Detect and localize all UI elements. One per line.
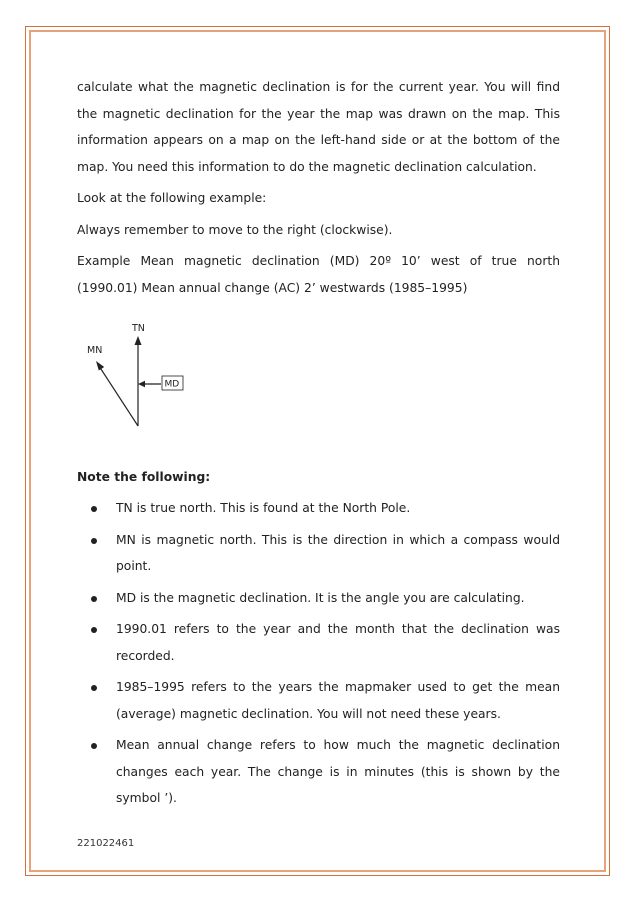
body-text — [77, 74, 560, 306]
true-north-arrowhead — [135, 336, 142, 345]
paragraph-clockwise: Always remember to move to the right (clockwise). — [77, 222, 393, 237]
list-item-text: 1990.01 refers to the year and the month that the declination was recorded. — [116, 622, 560, 663]
list-item — [77, 527, 560, 580]
list-item-text: Mean annual change refers to how much the magnetic declination changes each year. The change is in minutes (this is shown by the symbol ’). — [116, 738, 560, 805]
notes-heading: Note the following: — [77, 470, 211, 484]
md-label: MD — [164, 379, 180, 390]
list-item — [77, 732, 560, 812]
list-item — [77, 674, 560, 727]
declination-diagram — [84, 318, 194, 438]
list-item-text: TN is true north. This is found at the North Pole. — [116, 501, 411, 515]
mn-label: MN — [87, 345, 103, 356]
list-item-text: MD is the magnetic declination. It is the angle you are calculating. — [116, 590, 525, 605]
notes-list — [77, 495, 560, 817]
list-item-text: MN is magnetic north. This is the direction in which a compass would point. — [116, 532, 560, 573]
bullet-icon — [91, 538, 97, 544]
bullet-icon — [91, 506, 97, 512]
list-item — [77, 495, 560, 522]
tn-label: TN — [132, 323, 145, 334]
bullet-icon — [91, 743, 97, 749]
bullet-icon — [91, 685, 97, 691]
list-item — [77, 616, 560, 669]
list-item-text: 1985–1995 refers to the years the mapmaker used to get the mean (average) magnetic declination. You will not need these years. — [116, 680, 560, 721]
bullet-icon — [91, 627, 97, 633]
paragraph-example: Example Mean magnetic declination (MD) 20º 10’ west of true north (1990.01) Mean annual change (AC) 2’ westwards (1985–1995) — [77, 254, 560, 295]
md-pointer-arrowhead — [138, 381, 145, 387]
list-item — [77, 585, 560, 612]
page-footer-number: 221022461 — [77, 838, 135, 849]
bullet-icon — [91, 596, 97, 602]
magnetic-north-line — [99, 366, 138, 426]
paragraph-intro: calculate what the magnetic declination is for the current year. You will find the magnetic declination for the year the map was drawn on the map. This information appears on a map on the left-hand side or at the bottom of the map. You need this information to do the magnetic declination calculation. — [77, 80, 560, 174]
paragraph-example-lead: Look at the following example: — [77, 191, 267, 205]
magnetic-north-arrowhead — [96, 361, 104, 371]
